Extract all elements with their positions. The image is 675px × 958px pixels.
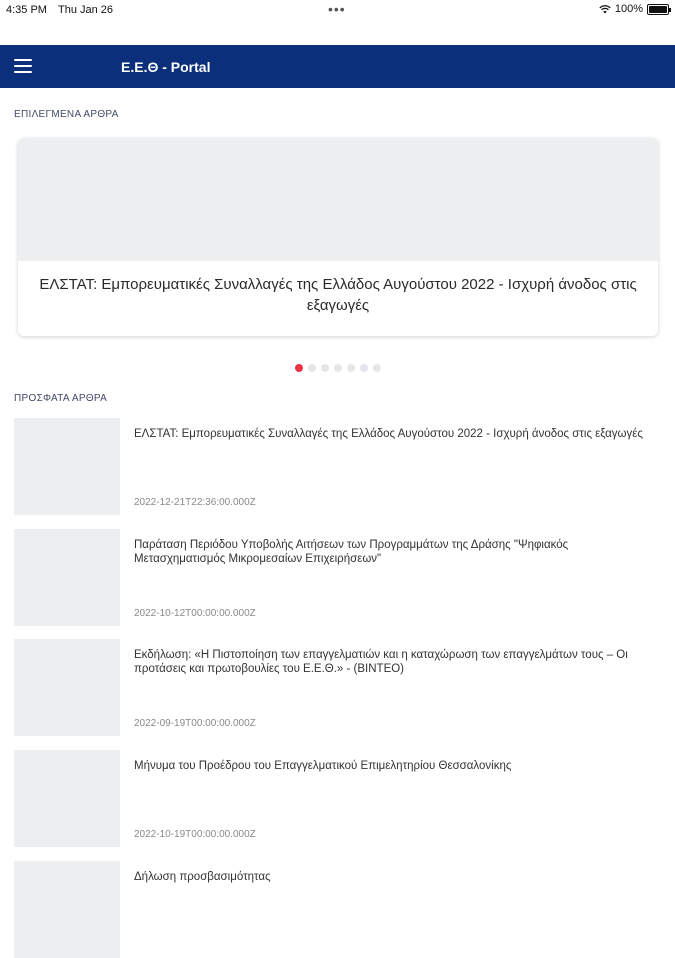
article-date: 2022-09-19T00:00:00.000Z — [134, 718, 256, 729]
article-title: ΕΛΣΤΑΤ: Εμπορευματικές Συναλλαγές της Ελλάδος Αυγούστου 2022 - Ισχυρή άνοδος στις εξαγωγές — [134, 428, 643, 440]
article-item[interactable] — [14, 861, 662, 958]
article-thumbnail — [14, 639, 120, 736]
article-thumbnail — [14, 750, 120, 847]
carousel-page-indicator — [0, 364, 675, 372]
wifi-icon — [599, 4, 611, 14]
app-bar — [0, 45, 675, 88]
article-title: Εκδήλωση: «Η Πιστοποίηση των επαγγελματιών και η καταχώρωση των επαγγελμάτων τους – Οι προτάσεις και πρωτοβουλίες του Ε.Ε.Θ.» - (ΒΙΝΤΕΟ) — [134, 649, 628, 675]
article-item[interactable] — [14, 750, 662, 847]
article-thumbnail — [14, 418, 120, 515]
article-thumbnail — [14, 529, 120, 626]
article-title: Μήνυμα του Προέδρου του Επαγγελματικού Επιμελητηρίου Θεσσαλονίκης — [134, 760, 512, 772]
carousel-dot-active[interactable] — [295, 364, 303, 372]
article-item[interactable] — [14, 529, 662, 626]
multitasking-dots-icon[interactable]: ••• — [328, 1, 346, 17]
status-date: Thu Jan 26 — [58, 4, 114, 16]
app-title: Ε.Ε.Θ - Portal — [121, 59, 211, 75]
carousel-dot[interactable] — [321, 364, 329, 372]
menu-icon[interactable] — [14, 59, 32, 73]
article-item[interactable] — [14, 418, 662, 515]
featured-section-label: ΕΠΙΛΕΓΜΕΝΑ ΑΡΘΡΑ — [14, 109, 119, 120]
article-date: 2022-10-19T00:00:00.000Z — [134, 829, 256, 840]
featured-article-card[interactable] — [18, 138, 658, 336]
carousel-dot[interactable] — [334, 364, 342, 372]
carousel-dot[interactable] — [360, 364, 368, 372]
carousel-dot[interactable] — [373, 364, 381, 372]
article-title: Παράταση Περιόδου Υποβολής Αιτήσεων των Προγραμμάτων της Δράσης "Ψηφιακός Μετασχηματισμός Μικρομεσαίων Επιχειρήσεων" — [134, 539, 569, 565]
status-bar — [0, 0, 675, 22]
carousel-dot[interactable] — [308, 364, 316, 372]
article-item[interactable] — [14, 639, 662, 736]
battery-percent: 100% — [614, 3, 643, 15]
article-title: Δήλωση προσβασιμότητας — [134, 871, 271, 883]
status-time: 4:35 PM — [6, 4, 47, 16]
featured-image-placeholder — [18, 138, 658, 261]
carousel-dot[interactable] — [347, 364, 355, 372]
battery-icon — [647, 4, 669, 15]
article-date: 2022-12-21T22:36:00.000Z — [134, 497, 256, 508]
article-date: 2022-10-12T00:00:00.000Z — [134, 608, 256, 619]
status-right — [599, 3, 669, 15]
featured-article-title: ΕΛΣΤΑΤ: Εμπορευματικές Συναλλαγές της Ελλάδος Αυγούστου 2022 - Ισχυρή άνοδος στις εξαγωγές — [39, 276, 637, 314]
recent-section-label: ΠΡΟΣΦΑΤΑ ΑΡΘΡΑ — [14, 393, 108, 404]
battery-fill — [649, 6, 667, 13]
article-thumbnail — [14, 861, 120, 958]
